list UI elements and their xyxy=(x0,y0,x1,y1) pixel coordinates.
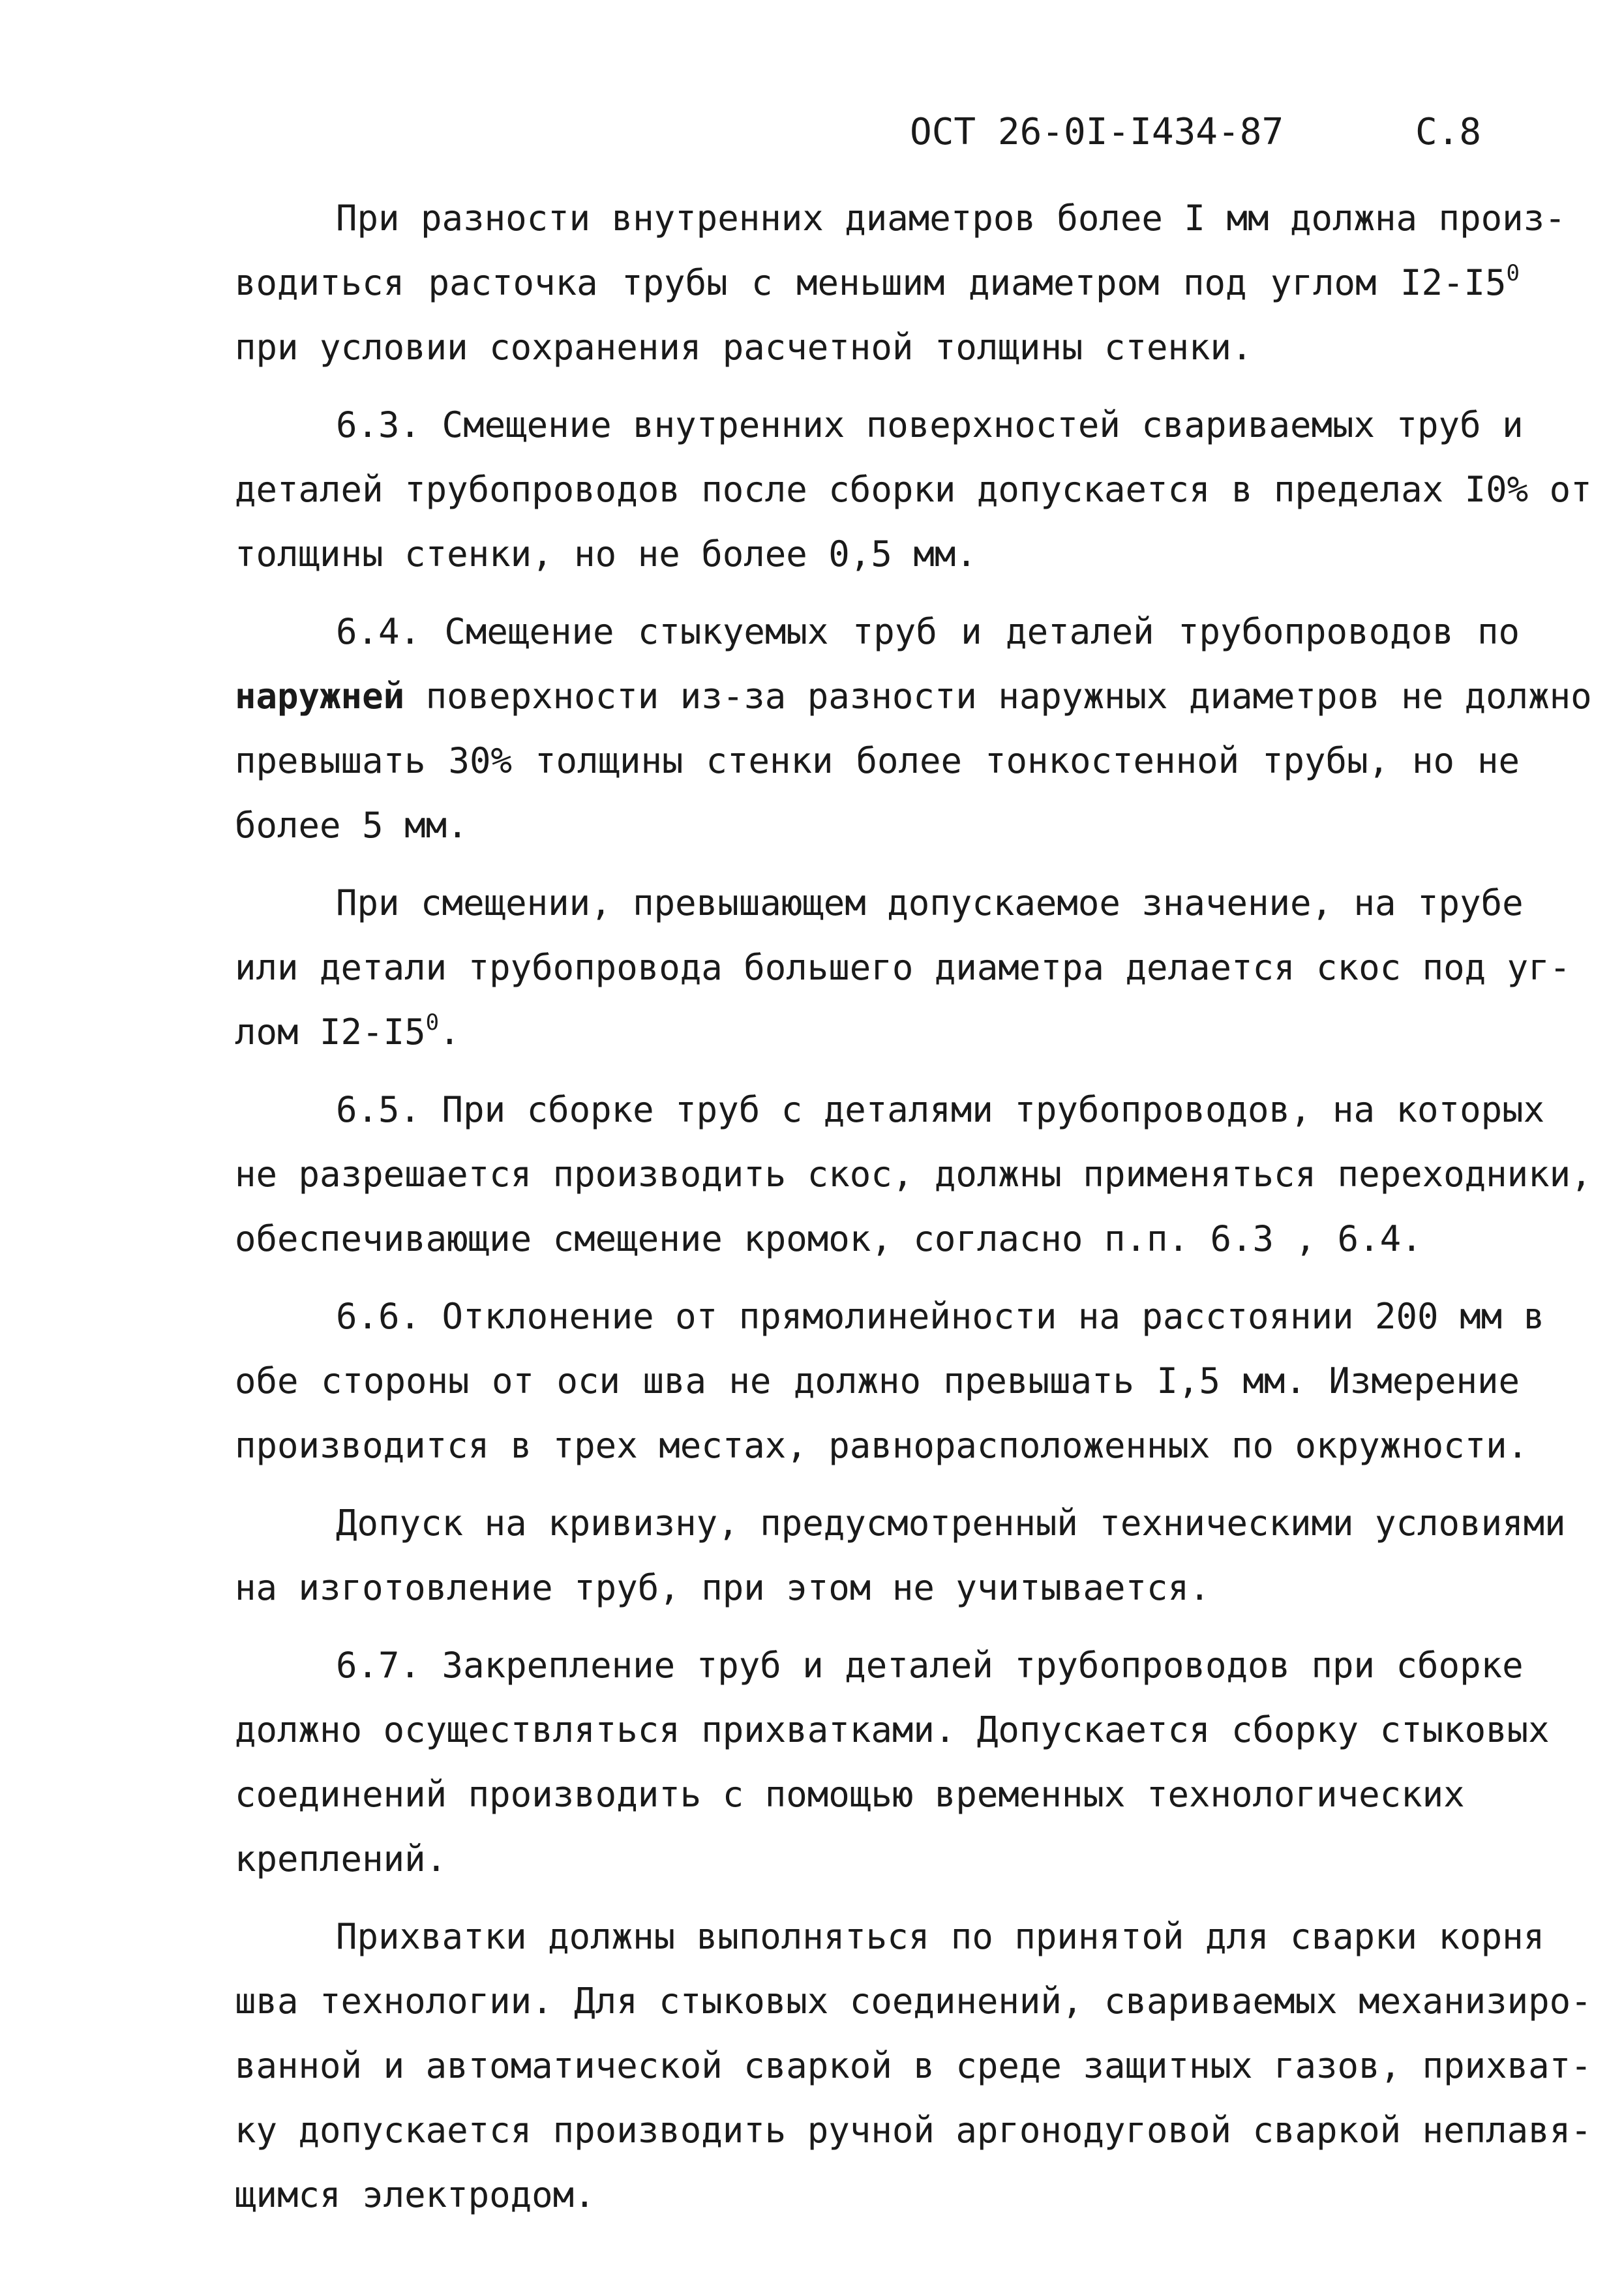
text-line: обеспечивающие смещение кромок, согласно п.п. 6.3 , 6.4. xyxy=(235,1218,1422,1259)
text-line: ванной и автоматической сваркой в среде защитных газов, прихват- xyxy=(235,2045,1592,2086)
text-line: соединений производить с помощью временных технологических xyxy=(235,1774,1465,1815)
superscript: 0 xyxy=(1506,260,1520,286)
bold-word: наружней xyxy=(235,676,405,717)
text-line: деталей трубопроводов после сборки допускается в пределах I0% от xyxy=(235,469,1592,510)
text-line: или детали трубопровода большего диаметра делается скос под уг- xyxy=(235,947,1571,988)
text-line: наружней поверхности из-за разности наружных диаметров не должно xyxy=(235,676,1592,717)
document-code: ОСТ 26-0I-I434-87 xyxy=(910,111,1284,153)
text-line: 6.3. Смещение внутренних поверхностей свариваемых труб и xyxy=(336,404,1524,445)
text-line: превышать 30% толщины стенки более тонкостенной трубы, но не xyxy=(235,740,1520,781)
text-line: 6.6. Отклонение от прямолинейности на расстоянии 200 мм в xyxy=(336,1296,1545,1337)
text-line: 6.7. Закрепление труб и деталей трубопроводов при сборке xyxy=(336,1645,1524,1686)
text-line: Прихватки должны выполняться по принятой для сварки корня xyxy=(336,1916,1545,1957)
text-line: на изготовление труб, при этом не учитывается. xyxy=(235,1567,1210,1608)
text-line: обе стороны от оси шва не должно превышать I,5 мм. Измерение xyxy=(235,1360,1520,1401)
text-line: водиться расточка трубы с меньшим диаметром под углом $I2-I5^0$ xyxy=(235,260,1520,303)
text-line: должно осуществляться прихватками. Допускается сборку стыковых xyxy=(235,1709,1550,1750)
superscript: 0 xyxy=(425,1010,440,1036)
text-line: щимся электродом. xyxy=(235,2174,595,2215)
text-line: 6.4. Смещение стыкуемых труб и деталей трубопроводов по xyxy=(336,611,1520,652)
document-body xyxy=(235,186,1592,2227)
text-line: шва технологии. Для стыковых соединений, свариваемых механизиро- xyxy=(235,1981,1592,2022)
text-line: лом $I2-I5^0$. xyxy=(235,1010,460,1053)
page-number: С.8 xyxy=(1415,111,1482,153)
text-line: более 5 мм. xyxy=(235,805,468,846)
text-line: ку допускается производить ручной аргонодуговой сваркой неплавя- xyxy=(235,2110,1592,2151)
text-line: При разности внутренних диаметров более I мм должна произ- xyxy=(336,198,1566,239)
page-header xyxy=(0,111,1624,163)
text-line: производится в трех местах, равнорасположенных по окружности. xyxy=(235,1425,1529,1466)
text-line: при условии сохранения расчетной толщины стенки. xyxy=(235,327,1253,368)
text-line: толщины стенки, но не более 0,5 мм. xyxy=(235,533,977,575)
text-line: Допуск на кривизну, предусмотренный техническими условиями xyxy=(336,1503,1566,1544)
text-line: 6.5. При сборке труб с деталями трубопроводов, на которых xyxy=(336,1089,1545,1130)
text-line: При смещении, превышающем допускаемое значение, на трубе xyxy=(336,882,1524,923)
text-line: креплений. xyxy=(235,1838,447,1879)
text-line: не разрешается производить скос, должны применяться переходники, xyxy=(235,1154,1592,1195)
